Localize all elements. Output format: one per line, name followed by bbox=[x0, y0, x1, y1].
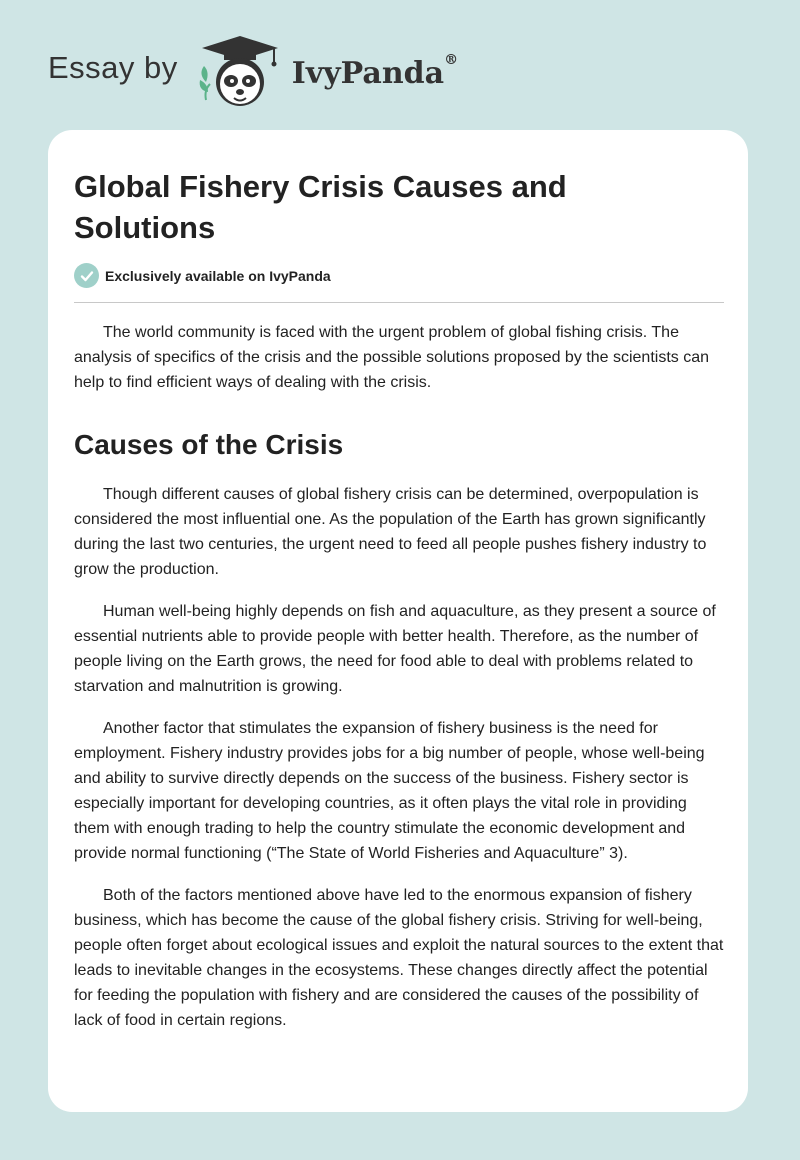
body-paragraph: Both of the factors mentioned above have led to the enormous expansion of fishery business, which has become the cause of the global fishery crisis. Striving for well-being, people often forget about ecological issues and exploit the natural sources to the extent that leads to inevitable changes in the ecosystems. These changes directly affect the potential for feeding the population with fishery and are considered the causes of the possibility of lack of food in certain regions. bbox=[74, 887, 724, 1029]
intro-paragraph: The world community is faced with the urgent problem of global fishing crisis. The analysis of specifics of the crisis and the possible solutions proposed by the scientists can help to find efficient ways of dealing with the crisis. bbox=[74, 324, 709, 391]
essay-body bbox=[74, 320, 724, 1050]
panda-logo-icon[interactable] bbox=[194, 30, 286, 110]
essay-by-label: Essay by bbox=[48, 50, 178, 85]
body-paragraph: Human well-being highly depends on fish and aquaculture, as they present a source of essential nutrients able to provide people with better health. Therefore, as the number of people living on the Earth grows, the need for food able to deal with problems related to starvation and malnutrition is growing. bbox=[74, 603, 716, 695]
site-header bbox=[48, 30, 458, 110]
section-heading: Causes of the Crisis bbox=[74, 429, 344, 460]
check-icon bbox=[74, 263, 99, 288]
exclusive-label: Exclusively available on IvyPanda bbox=[105, 267, 331, 284]
brand-label: IvyPanda bbox=[291, 55, 445, 91]
essay-card bbox=[48, 130, 748, 1112]
divider bbox=[74, 302, 724, 303]
brand-name[interactable] bbox=[291, 51, 459, 91]
exclusive-badge bbox=[74, 263, 331, 288]
essay-title: Global Fishery Crisis Causes and Solutions bbox=[74, 169, 567, 245]
body-paragraph: Though different causes of global fishery crisis can be determined, overpopulation is considered the most influential one. As the population of the Earth has grown significantly during the last two centuries, the urgent need to feed all people pushes fishery industry to grow the production. bbox=[74, 486, 707, 578]
body-paragraph: Another factor that stimulates the expansion of fishery business is the need for employment. Fishery industry provides jobs for a big number of people, whose well-being and ability to survive directly depends on the success of the business. Fishery sector is especially important for developing countries, as it often plays the vital role in providing them with enough trading to help the country stimulate the economic development and provide normal functioning (“The State of World Fisheries and Aquaculture” 3). bbox=[74, 720, 705, 862]
registered-mark: ® bbox=[444, 51, 459, 68]
